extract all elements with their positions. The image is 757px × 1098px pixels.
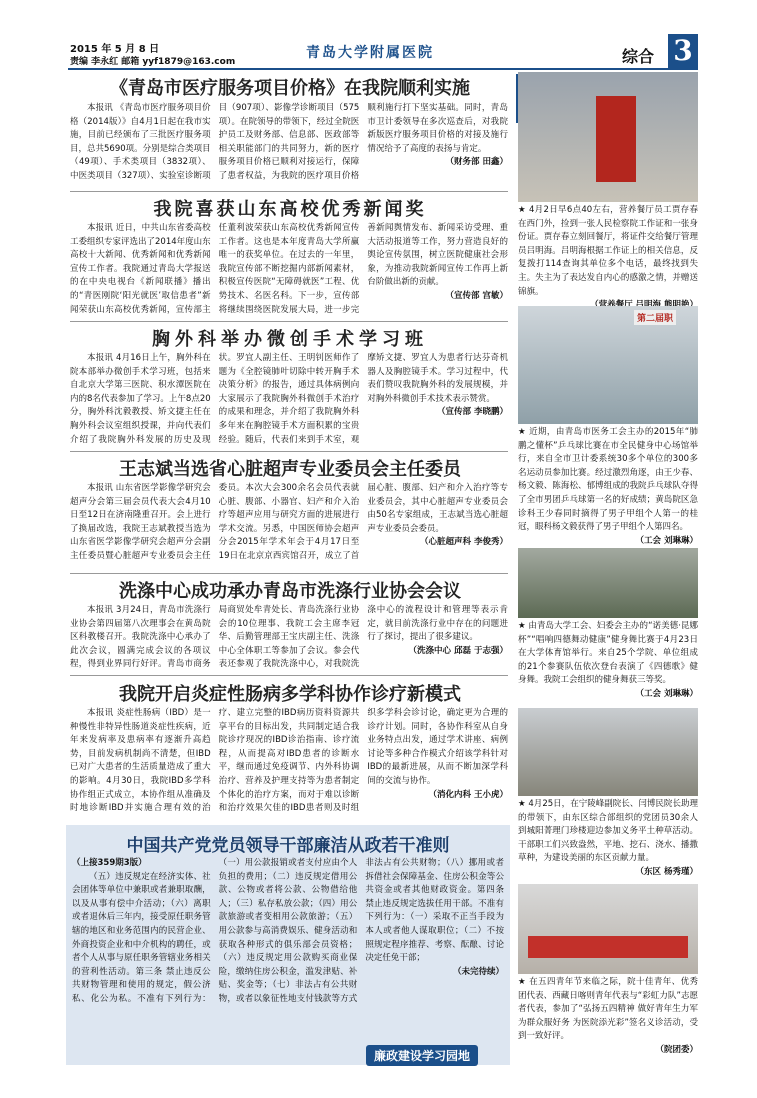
article-7-continued: （上接359期3版） [72,858,147,868]
red-signature-banner [528,936,688,958]
editor-info: 责编 李永红 邮箱 yyf1879@163.com [70,57,236,67]
article-3-body: 本报讯 4月16日上午，胸外科在院本部举办微创手术学习班，包括来自北京大学第三医院、积水潭医院在内的8名代表参加了学习。上午8点20分，胸外科沈毅教授、矫文捷主任在胸外科会议室组织授课，并向代表们介绍了我院胸外科发展的历史及现状。罗宜人副主任、王明钊医师作了题为《全腔镜肺叶切除中转开胸手术决策分析》的报告，通过具体病例向大家展示了我院胸外科微创手术治疗的成果和理念，并介绍了我院胸外科多年来在胸腔镜手术方面积累的宝贵经验。随后，代表们来到手术室，观摩矫文捷、罗宜人为患者行达芬奇机器人及胸腔镜手术。学习过程中，代表们赞叹我院胸外科的发展规模，并对胸外科微创手术技术表示赞赏。 （宣传部 李晓鹏） [70,353,508,445]
photo-banner-text: 第二届职 [634,310,676,325]
article-5-title: 洗涤中心成功承办青岛市洗涤行业协会会议 [119,581,461,602]
article-1-title: 《青岛市医疗服务项目价格》在我院顺利实施 [110,78,470,99]
article-6-title: 我院开启炎症性肠病多学科协作诊疗新模式 [119,684,461,705]
photo-caption-2: ★ 近期，由青岛市医务工会主办的2015年“肺鹏之懂杯”乒乓球比赛在市全民健身中心场馆举行，来自全市卫计委系统30多个单位的300多名运动员参加比赛。经过激烈角逐，由王少春、杨文毅、陈海松、郁博组成的我院乒乓球队夺得了全市男团乒乓球第一名的好成绩；黄岛院区急诊科王少春同时摘得了男子甲组个人第一的桂冠，眼科杨文毅获得了男子甲组个人第四名。 （工会 刘琳琳） [518,427,698,546]
article-6-body: 本报讯 炎症性肠病（IBD）是一种慢性非特异性肠道炎症性疾病，近年来发病率及患病率有逐渐升高趋势，目前发病机制尚不清楚，但IBD已对广大患者的生活质量造成了重大的影响。4月30日，我院IBD多学科协作组正式成立，本协作组从准确及时地诊断IBD并实施合理有效的治疗、建立完整的IBD病历资料资源共享平台的目标出发，共同制定适合我院诊疗现况的IBD诊治指南、诊疗流程，从而提高对IBD患者的诊断水平，继而通过免疫调节、内外科协调治疗、营养及护理支持等为患者制定个体化的治疗方案，而对于难以诊断和治疗效果欠佳的IBD患者则及时组织多学科会诊讨论，确定更为合理的诊疗计划。同时，各协作科室从自身业务特点出发，通过学术讲座、病例讨论等多种合作模式介绍该学科针对IBD的最新进展，从而不断加深学科间的交流与协作。 （消化内科 王小虎） [70,708,508,814]
divider [70,451,508,452]
photo-caption-1: ★ 4月2日早6点40左右，营养餐厅员工贾存春在西门外，捡到一张人民检察院工作证和一张身份证。贾存春立刻回餐厅，将证件交给餐厅管理员吕明海。吕明海根据工作证上的相关信息，反复拨打114查询其单位多个电话，最终找到失主。失主为了表达发自内心的感激之情，并赠送锦旗。 [518,205,698,297]
article-4-title: 王志斌当选省心脏超声专业委员会主任委员 [119,459,461,480]
divider [70,675,508,676]
divider [70,191,508,192]
photo-signature-event [518,884,698,974]
page-number: 3 [668,34,698,68]
column-badge: 廉政建设学习园地 [366,1045,478,1066]
header-rule [68,68,698,70]
sidebar [516,72,700,1068]
article-2-title: 我院喜获山东高校优秀新闻奖 [153,199,427,220]
banner-flag [596,96,636,182]
photo-fitness-dance [518,548,698,618]
photo-caption-5: ★ 在五四青年节来临之际，院十佳青年、优秀团代表、西藏日喀则青年代表与“彩虹力队”志愿者代表，参加了“弘扬五四精神 做好青年生力军 为群众服好务 为医院添光彩”签名义诊活动，受到一致好评。 （院团委） [518,977,698,1055]
issue-date: 2015 年 5 月 8 日 [70,44,160,55]
article-3-title: 胸外科举办微创手术学习班 [152,329,428,350]
header [68,38,698,66]
photo-banner-presentation [518,72,698,202]
divider [70,573,508,574]
masthead: 青岛大学附属医院 [306,45,434,61]
photo-tree-planting [518,708,698,796]
divider [70,321,508,322]
section-name: 综合 [622,47,655,66]
article-2-body: 本报讯 近日，中共山东省委高校工委组织专家评选出了2014年度山东高校十大新闻、优秀新闻和优秀新闻宣传工作者。我院通过青岛大学报送的在中央电视台《新闻联播》播出的“青医刚院‘阳光就医’取信患者”新闻荣获山东高校优秀新闻，宣传部主任董利波荣获山东高校优秀新闻宣传工作者。这也是本年度青岛大学所赢唯一的获奖单位。在过去的一年里，我院宣传部不断挖掘内部新闻素材，积极宣传医院“无障碍就医”工程、优势技术、名医名科。下一步，宣传部将继续围绕医院发展大局，进一步完善新闻舆情发布、新闻采访受理、重大活动报道等工作，努力营造良好的舆论宣传氛围，树立医院健康社会形象，为推动我院新闻宣传工作再上新台阶做出新的贡献。 （宣传部 宫敏） [70,223,508,315]
photo-caption-3: ★ 由青岛大学工会、妇委会主办的“诺美德·昆娜杯”“唱响四德舞动健康”健身舞比赛于4月23日在大学体育馆举行。来自25个学院、单位组成的21个参赛队伍依次登台表演了《四德歌》健身舞。我院工会组织的健身舞获三等奖。 （工会 刘琳琳） [518,621,698,699]
article-4-body: 本报讯 山东省医学影像学研究会超声分会第三届会员代表大会4月10日至12日在济南隆重召开。会上进行了换届改选，我院王志斌教授当选为山东省医学影像学研究会超声分会副主任委员暨心脏超声专业委员会主任委员。本次大会300余名会员代表就心脏、腹部、小器官、妇产和介入治疗等超声应用与研究方面的进展进行学术交流。另悉，中国医师协会超声分会2015年学术年会于4月17日至19日在北京京西宾馆召开，成立了首届心脏、腹部、妇产和介入治疗等专业委员会，其中心脏超声专业委员会由50名专家组成，王志斌当选心脏超声专业委员会委员。 （心脏超声科 李俊秀） [70,483,508,561]
photo-caption-4: ★ 4月25日，在宁陵峰副院长、闫博民院长助理的带领下，由东区综合部组织的党团员30余人到城阳菁理门珍楼迎边参加义务平土种草活动。干部职工们兴致盎然，平地、挖石、浇水、播撒草种，为建设美丽的东区贡献力量。 （东区 杨秀瑾） [518,799,698,877]
article-1-body: 本报讯 《青岛市医疗服务项目价格（2014版）》自4月1日起在我市实施，目前已经颁布了三批医疗服务项目，总共5690项。分别是综合类项目（49项）、手术类项目（3832项）、中医类项目（327项）、实验室诊断项目（907项）、影像学诊断项目（575项）。在院领导的带领下，经过全院医护员工及财务部、信息部、医政部等相关职能部门的共同努力，新的医疗服务项目价格已顺利对接运行，保障了患者权益，为我院的医疗项目价格顺利施行打下坚实基础。同时，青岛市卫计委领导在多次巡查后，对我院新版医疗服务项目价格的对接及施行情况给予了高度的表扬与肯定。 （财务部 田鑫） [70,103,508,181]
article-7-box [66,825,510,1065]
article-5-body: 本报讯 3月24日，青岛市洗涤行业协会第四届第八次理事会在黄岛院区科教楼召开。我院洗涤中心承办了此次会议，圆满完成会议的各项议程，得到业界同行好评。青岛市商务局商贸处牟青处长、青岛洗涤行业协会的10位理事、我院工会主席李冠华、后勤管理部王宝庆副主任、洗涤中心全体职工等参加了会议。参会代表还参观了我院洗涤中心，对我院洗涤中心的流程设计和管理等表示肯定，就目前洗涤行业中存在的问题进行了探讨，提出了很多建议。 （洗涤中心 邱磊 于志强） [70,605,508,670]
photo-table-tennis [518,306,698,424]
article-7-title: 中国共产党党员领导干部廉洁从政若干准则 [126,836,450,856]
article-7-body: （上接359期3版） （五）违反规定在经济实体、社会团体等单位中兼职或者兼职取酬，以及从事有偿中介活动；（六）离职或者退休后三年内，接受原任职务管辖的地区和业务范围内的民营企业、外商投资企业和中介机构的聘任，或者个人从事与原任职务管辖业务相关的营利性活动。第三条 禁止违反公共财物管理和使用的规定，假公济私、化公为私。不准有下列行为：（一）用公款报销或者支付应由个人负担的费用；（二）违反规定借用公款、公物或者将公款、公物借给他人；（三）私存私放公款；（四）用公款旅游或者变相用公款旅游；（五）用公款参与高消费娱乐、健身活动和获取各种形式的俱乐部会员资格；（六）违反规定用公款购买商业保险，缴纳住房公积金，滥发津贴、补贴、奖金等；（七）非法占有公共财物，或者以象征性地支付钱款等方式非法占有公共财物；（八）挪用或者拆借社会保障基金、住房公积金等公共资金或者其他财政资金。第四条 禁止违反规定选拔任用干部。不准有下列行为：（一）采取不正当手段为本人或者他人谋取职位；（二）不按照规定程序推荐、考察、酝酿、讨论决定任免干部； （未完待续） [72,858,504,1004]
